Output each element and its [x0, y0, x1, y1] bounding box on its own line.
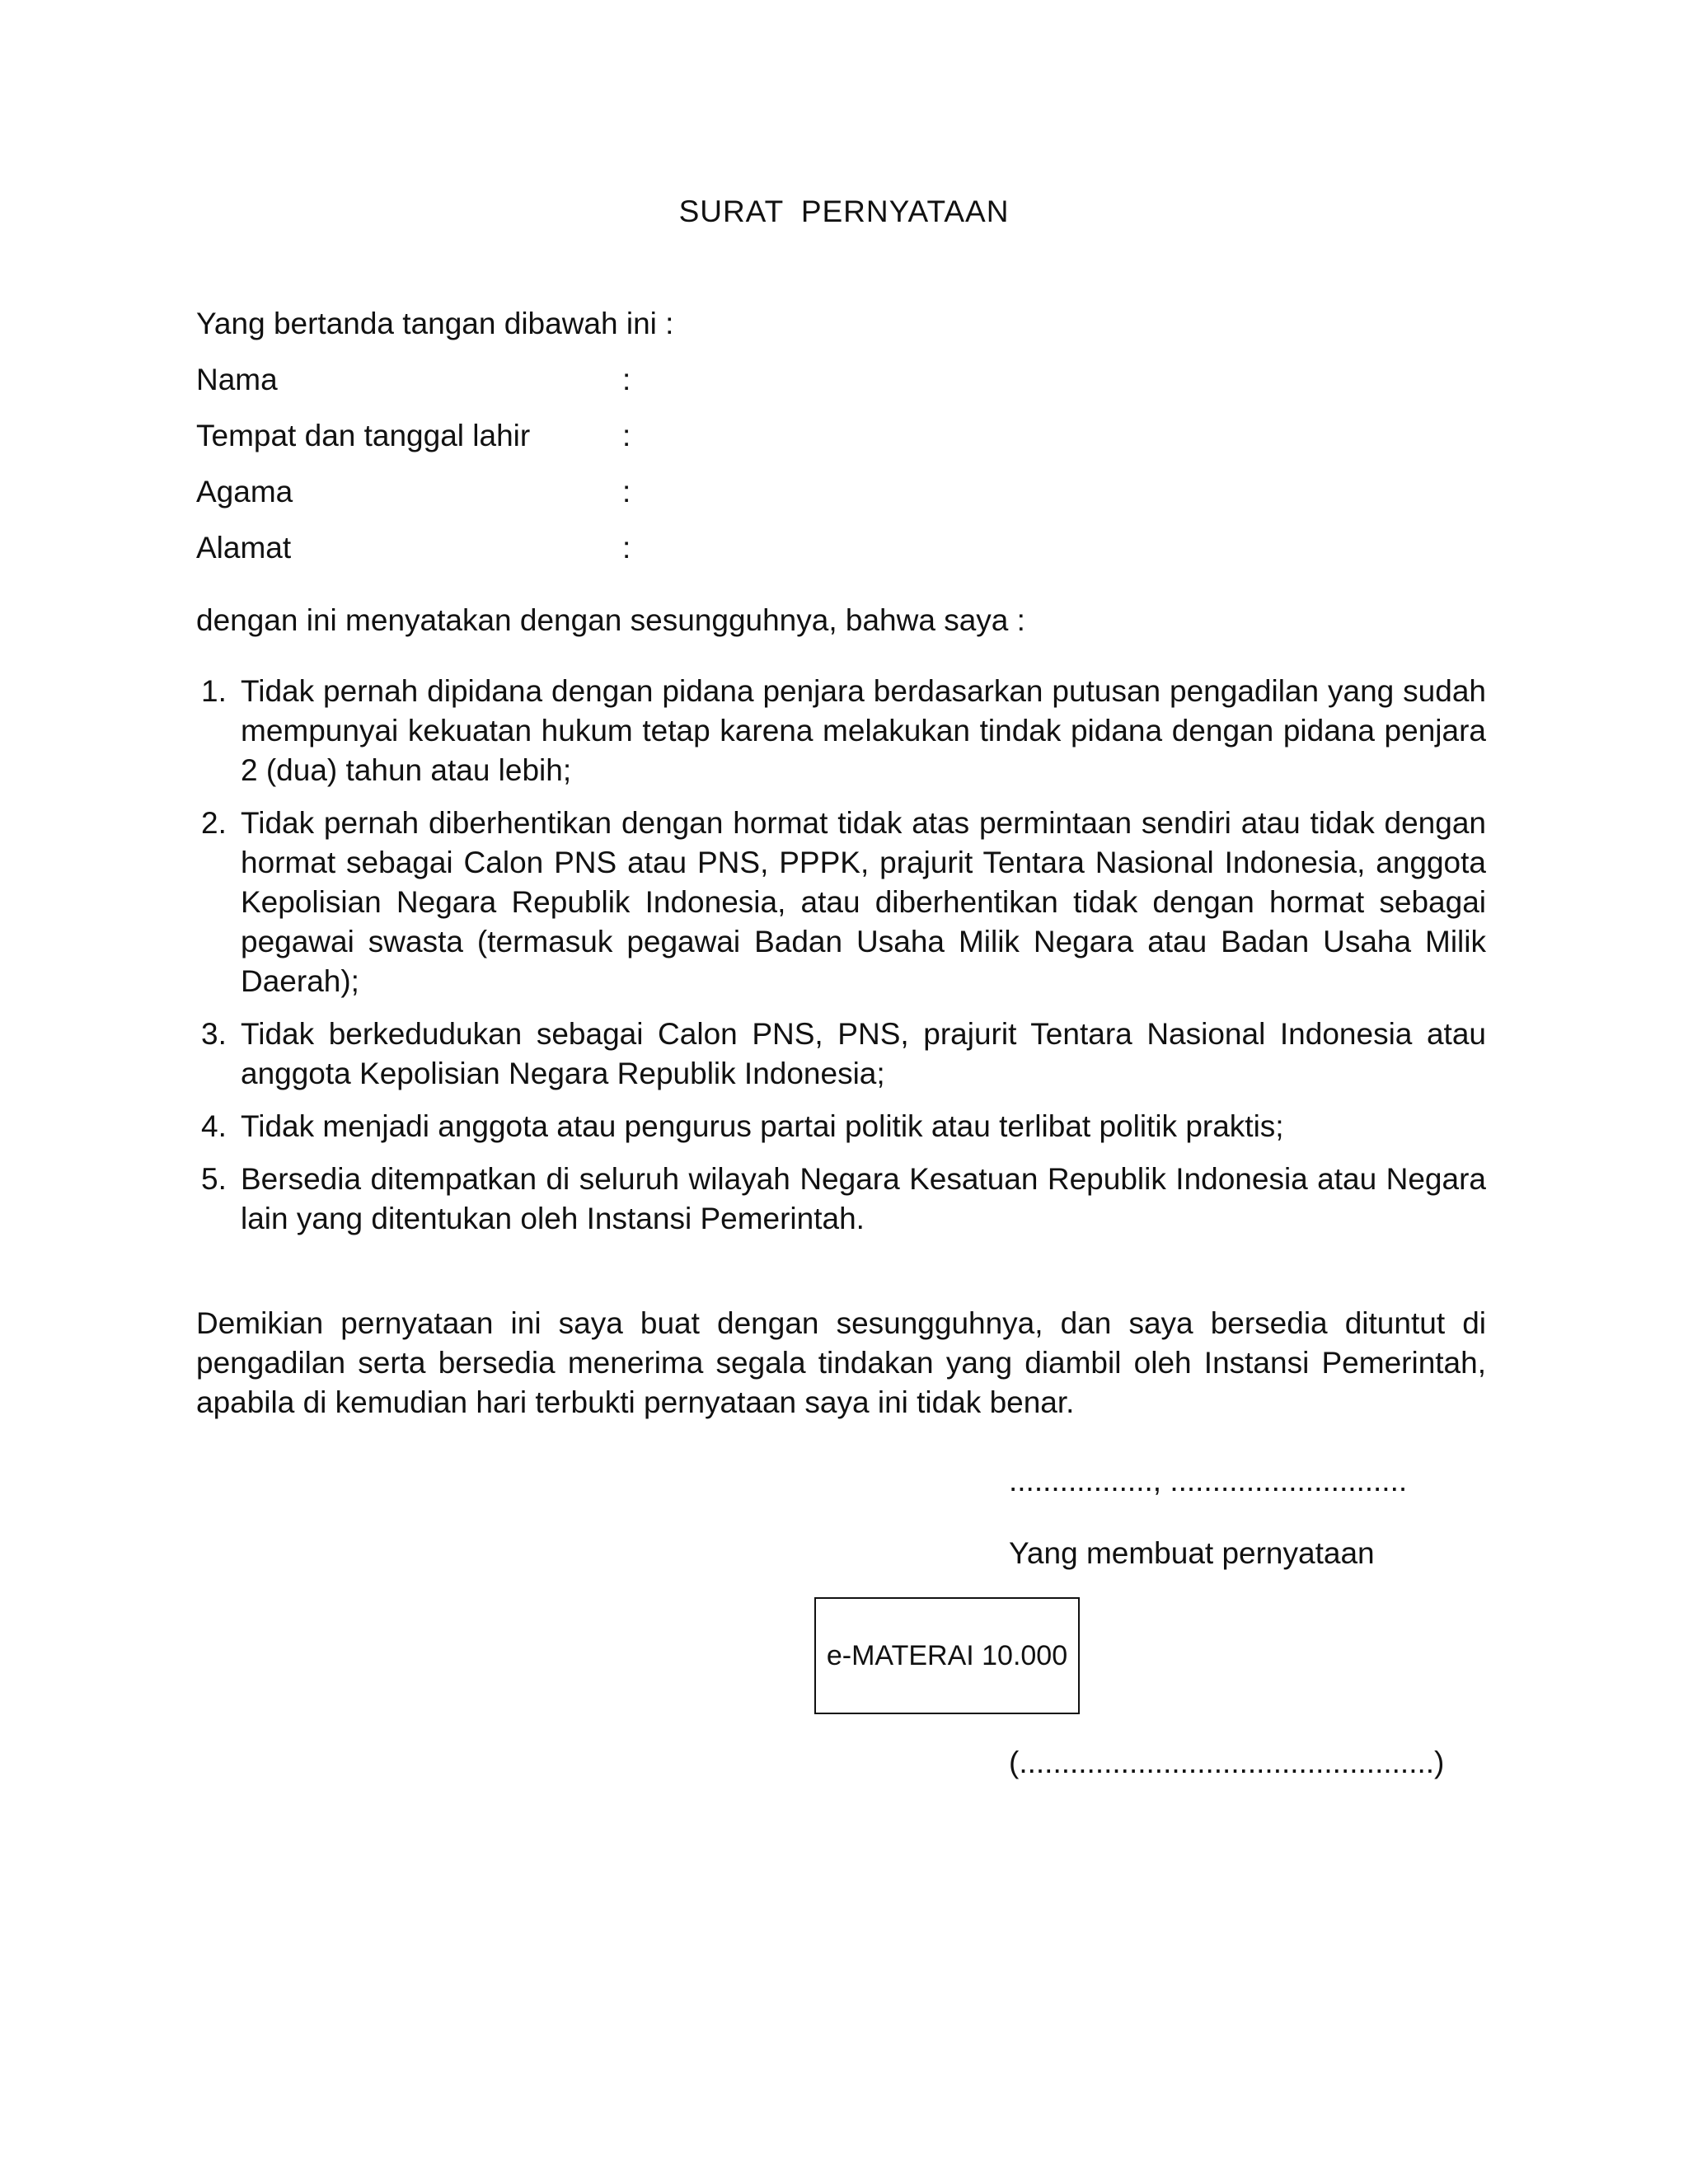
field-label-alamat: Alamat: [196, 531, 292, 565]
field-colon-nama: :: [622, 363, 631, 396]
list-item-text: Bersedia ditempatkan di seluruh wilayah Negara Kesatuan Republik Indonesia atau Negara lain yang ditentukan oleh Instansi Pemerintah.: [241, 1162, 1486, 1235]
declaration-text: dengan ini menyatakan dengan sesungguhnya, bahwa saya :: [196, 603, 1025, 637]
e-materai-label: e-MATERAI 10.000: [826, 1639, 1068, 1671]
field-label-nama: Nama: [196, 363, 278, 396]
list-item: [196, 804, 1486, 1001]
field-colon-alamat: :: [622, 531, 631, 565]
field-label-ttl: Tempat dan tanggal lahir: [196, 419, 531, 452]
list-item-text: Tidak menjadi anggota atau pengurus partai politik atau terlibat politik praktis;: [241, 1109, 1284, 1143]
intro-text: Yang bertanda tangan dibawah ini :: [196, 307, 674, 340]
list-item-text: Tidak pernah diberhentikan dengan hormat tidak atas permintaan sendiri atau tidak dengan hormat sebagai Calon PNS atau PNS, PPPK, prajurit Tentara Nasional Indonesia, anggota Kepolisian Negara Republik Indonesia, atau diberhentikan tidak dengan hormat sebagai pegawai swasta (termasuk pegawai Badan Usaha Milik Negara atau Badan Usaha Milik Daerah);: [241, 806, 1486, 998]
signature-name-line: (.................................................): [1009, 1746, 1445, 1779]
list-item-number: 1.: [201, 674, 227, 708]
document-title: SURAT PERNYATAAN: [678, 194, 1010, 228]
closing-paragraph: Demikian pernyataan ini saya buat dengan sesungguhnya, dan saya bersedia dituntut di pengadilan serta bersedia menerima segala tindakan yang diambil oleh Instansi Pemerintah, apabila di kemudian hari terbukti pernyataan saya ini tidak benar.: [196, 1306, 1486, 1419]
field-label-agama: Agama: [196, 475, 293, 509]
field-colon-ttl: :: [622, 419, 631, 452]
list-item-number: 2.: [201, 806, 227, 840]
list-item: [196, 1015, 1486, 1094]
place-date-line: ................., ............................: [1009, 1464, 1408, 1497]
list-item-number: 3.: [201, 1017, 227, 1051]
list-item-text: Tidak berkedudukan sebagai Calon PNS, PNS, prajurit Tentara Nasional Indonesia atau anggota Kepolisian Negara Republik Indonesia;: [241, 1017, 1486, 1090]
field-colon-agama: :: [622, 475, 631, 509]
list-item-number: 5.: [201, 1162, 227, 1196]
list-item: [196, 672, 1486, 790]
list-item-number: 4.: [201, 1109, 227, 1143]
statement-list: [196, 672, 1486, 1252]
list-item-text: Tidak pernah dipidana dengan pidana penjara berdasarkan putusan pengadilan yang sudah mempunyai kekuatan hukum tetap karena melakukan tindak pidana dengan pidana penjara 2 (dua) tahun atau lebih;: [241, 674, 1486, 787]
list-item: [196, 1160, 1486, 1239]
maker-label: Yang membuat pernyataan: [1009, 1536, 1375, 1570]
e-materai-box: [814, 1597, 1080, 1714]
list-item: [196, 1107, 1486, 1146]
